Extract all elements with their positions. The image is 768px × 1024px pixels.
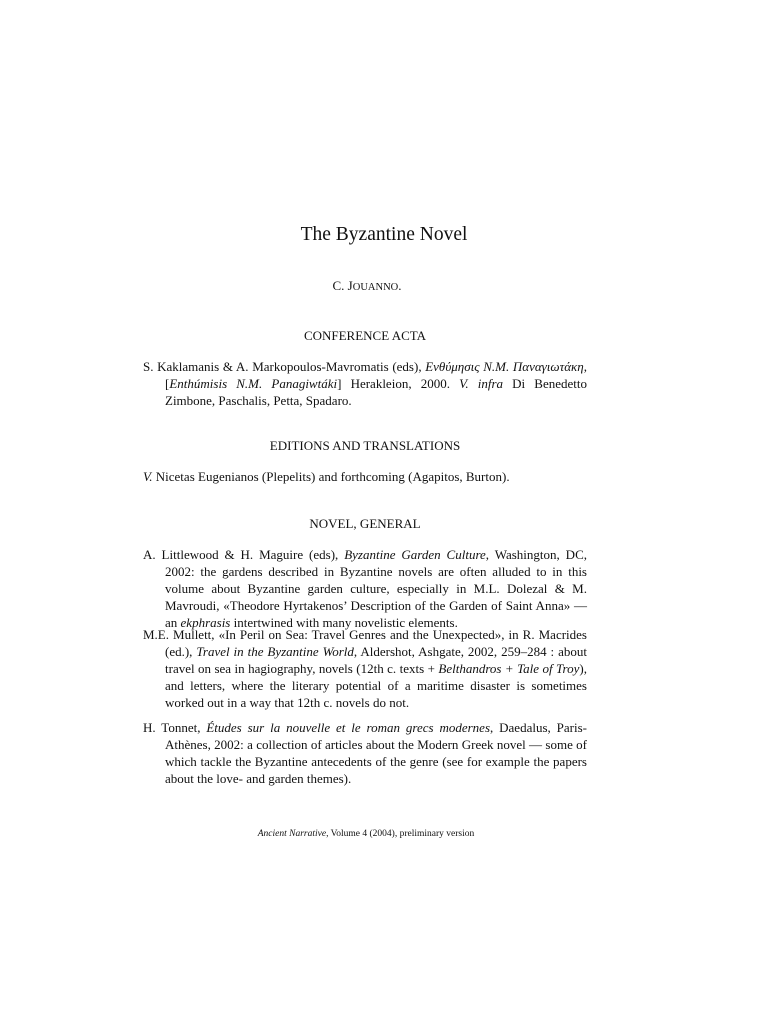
section-heading-conference: CONFERENCE ACTA [303,328,427,343]
footer-details: , Volume 4 (2004), preliminary version [326,829,475,839]
author-end: . [398,278,402,293]
entry-text: A. Littlewood & H. Maguire (eds), [143,547,345,562]
entry-text: , Aldershot, Ashgate, 2002, 259–284 : about travel on sea in hagiography, novels (12th c. texts + [165,643,587,676]
entry-crossref: V. [143,469,153,484]
entry-text: M.E. Mullett, «In Peril on Sea: Travel Genres and the Unexpected», in R. Macrides (ed.), [143,627,587,659]
bib-entry-mullett [143,627,587,712]
entry-title: Byzantine Garden Culture [344,547,486,562]
entry-title: Travel in the Byzantine World [196,643,354,659]
entry-term: ekphrasis [180,614,231,630]
bib-entry-littlewood [143,547,587,632]
entry-text: , Washington, DC, 2002: the gardens described in Byzantine novels are often alluded to in this volume about Byzantine garden culture, especially in M.L. Dolezal & M. Mavroudi, «Theodore Hyrtakenos’ Description of the Garden of Saint Anna» — an [165,547,587,630]
entry-title-translit: Enthúmisis N.M. Panagiwtáki [169,375,338,391]
section-heading-editions: EDITIONS AND TRANSLATIONS [269,438,461,453]
entry-text: Nicetas Eugenianos (Plepelits) and forthcoming (Agapitos, Burton). [152,469,510,484]
entry-text: S. Kaklamanis & A. Markopoulos-Mavromatis (eds), [143,359,426,374]
entry-text: intertwined with many novelistic elements. [230,614,458,630]
entry-title-greek: Ενθύμησις Ν.Μ. Παναγιωτάκη [425,359,584,374]
footer-journal: Ancient Narrative [257,829,327,839]
entry-title: Études sur la nouvelle et le roman grecs modernes [206,720,491,735]
entry-text: Di Benedetto Zimbone, Paschalis, Petta, Spadaro. [165,375,587,408]
author-surname: OUANNO [352,282,399,293]
entry-text: ] Herakleion, 2000. [337,375,460,391]
entry-crossref: V. infra [459,375,504,391]
entry-text: , [ [165,359,587,391]
bib-entry-kaklamanis [143,359,587,410]
author-name [0,277,734,297]
page-title: The Byzantine Novel [300,224,468,245]
entry-term: Belthandros + Tale of Troy [438,660,580,676]
section-heading-novel: NOVEL, GENERAL [309,516,421,531]
bib-entry-tonnet [143,720,587,788]
entry-text: , Daedalus, Paris-Athènes, 2002: a collection of articles about the Modern Greek novel — some of which tackle the Byzantine antecedents of the genre (see for example the papers about the love- and garden themes). [165,720,587,786]
page-footer [0,828,732,840]
author-initial: C. J [332,278,353,293]
bib-entry-eugenianos [143,469,587,486]
entry-text: ), and letters, where the literary potential of a maritime disaster is sometimes worked out in a way that 12th c. novels do not. [165,660,588,710]
entry-text: H. Tonnet, [143,720,207,735]
